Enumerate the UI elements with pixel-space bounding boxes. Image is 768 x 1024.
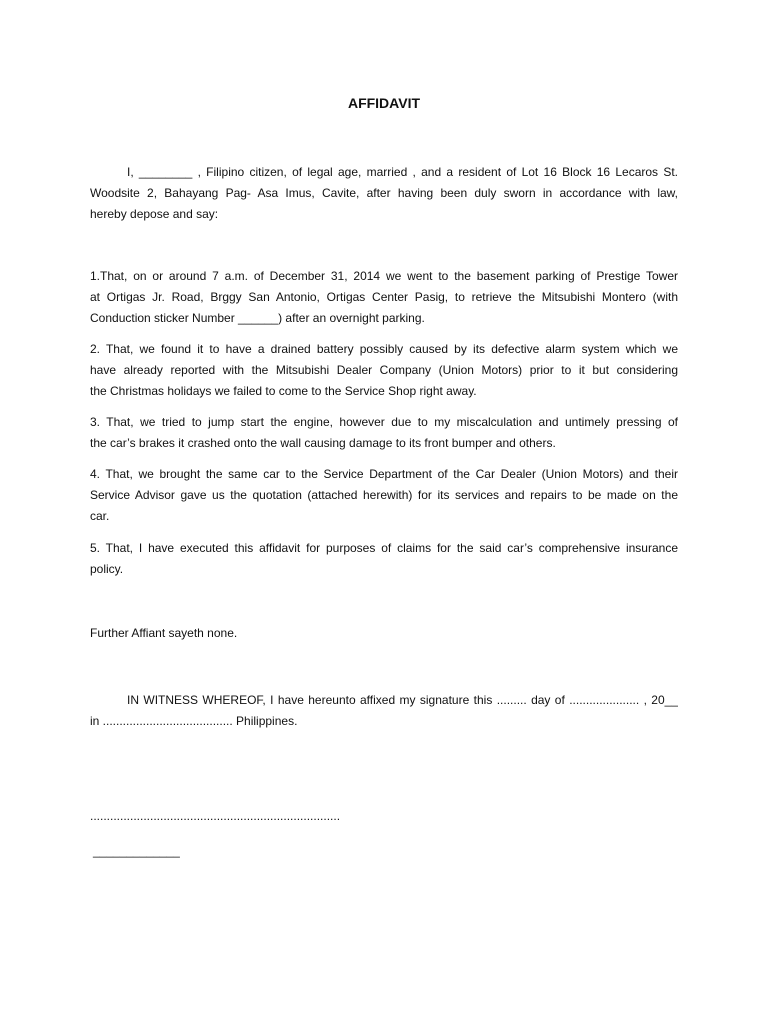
paragraph-line: 2. That, we found it to have a drained battery possibly caused by its defective alarm system which we [90,342,678,356]
witness-line: in ....................................... Philippines. [90,714,298,728]
paragraph-4 [90,464,678,527]
paragraph-line: 5. That, I have executed this affidavit for purposes of claims for the said car’s comprehensive insurance [90,541,678,555]
intro-line: I, ________ , Filipino citizen, of legal age, married , and a resident of Lot 16 Block 16 Lecaros St. [127,165,678,179]
paragraph-line: car. [90,509,110,523]
paragraph-line: the Christmas holidays we failed to come to the Service Shop right away. [90,384,477,398]
intro-paragraph [90,162,678,225]
paragraph-line: 4. That, we brought the same car to the Service Department of the Car Dealer (Union Motors) and their [90,467,678,481]
witness-line: IN WITNESS WHEREOF, I have hereunto affixed my signature this ......... day of ..................... , 20__ [127,693,678,707]
document-title: AFFIDAVIT [347,95,421,111]
paragraph-3 [90,412,678,454]
paragraph-line: 1.That, on or around 7 a.m. of December 31, 2014 we went to the basement parking of Prestige Tower [90,269,678,283]
paragraph-line: the car’s brakes it crashed onto the wall causing damage to its front bumper and others. [90,436,556,450]
paragraph-5 [90,538,678,580]
paragraph-line: have already reported with the Mitsubishi Dealer Company (Union Motors) prior to it but considering [90,363,678,377]
paragraph-line: policy. [90,562,124,576]
witness-paragraph [90,690,678,732]
intro-line: hereby depose and say: [90,207,219,221]
closing-statement [90,623,678,644]
paragraph-line: 3. That, we tried to jump start the engine, however due to my miscalculation and untimely pressing of [90,415,678,429]
intro-line: Woodsite 2, Bahayang Pag- Asa Imus, Cavite, after having been duly sworn in accordance with law, [90,186,678,200]
paragraph-line: Conduction sticker Number ______) after an overnight parking. [90,311,425,325]
paragraph-1 [90,266,678,329]
paragraph-2 [90,339,678,402]
name-blank-line: _____________ [93,844,180,858]
paragraph-line: Service Advisor gave us the quotation (attached herewith) for its services and repairs to be made on the [90,488,678,502]
signature-line: ........................................................................... [90,809,341,823]
closing-line: Further Affiant sayeth none. [90,626,238,640]
paragraph-line: at Ortigas Jr. Road, Brggy San Antonio, Ortigas Center Pasig, to retrieve the Mitsubishi Montero (with [90,290,678,304]
